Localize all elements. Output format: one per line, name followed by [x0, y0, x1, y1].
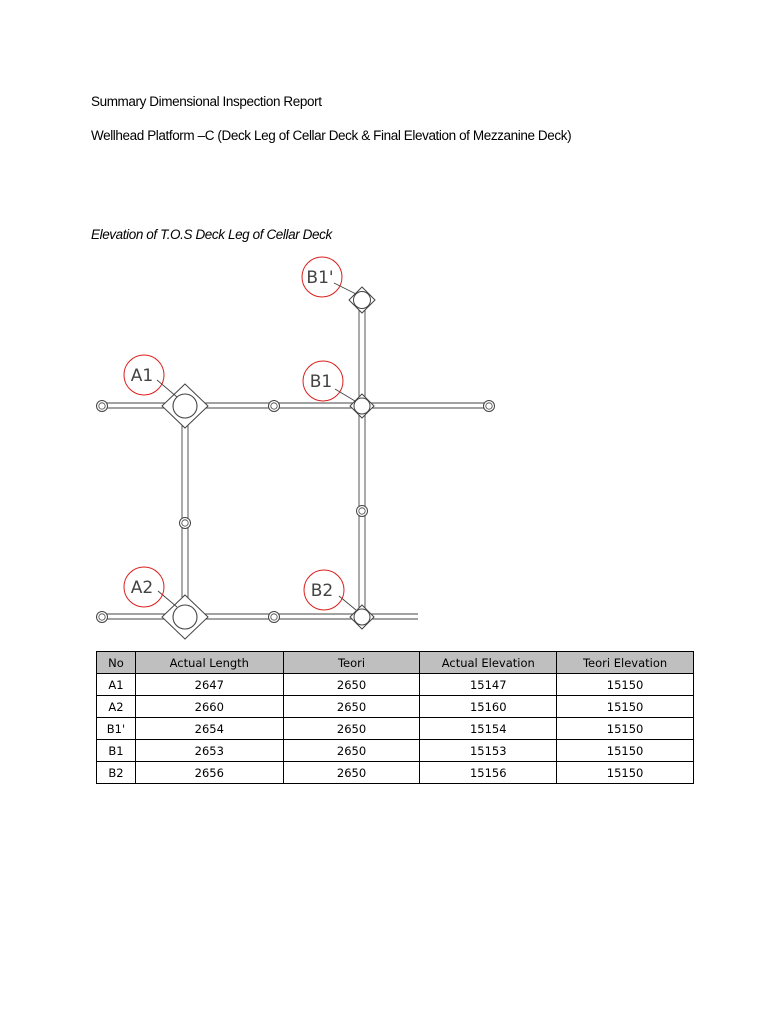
cell-teori-elevation: 15150 [557, 718, 694, 740]
cell-teori: 2650 [283, 762, 420, 784]
cell-no: A1 [97, 674, 136, 696]
label-a2: A2 [130, 578, 154, 598]
small-node [97, 401, 108, 412]
cell-actual-length: 2653 [135, 740, 283, 762]
cell-teori: 2650 [283, 696, 420, 718]
report-title: Summary Dimensional Inspection Report [91, 94, 322, 109]
inspection-table [96, 651, 694, 784]
small-node [269, 612, 280, 623]
header-actual-elevation: Actual Elevation [420, 652, 557, 674]
label-b1: B1 [309, 372, 333, 392]
cell-actual-elevation: 15156 [420, 762, 557, 784]
deck-leg-drawing [0, 250, 768, 640]
header-actual-length: Actual Length [135, 652, 283, 674]
small-node [357, 506, 368, 517]
cell-teori-elevation: 15150 [557, 762, 694, 784]
cell-teori: 2650 [283, 740, 420, 762]
label-a1: A1 [130, 366, 154, 386]
beam-lines [100, 300, 492, 619]
leader-lines [157, 283, 356, 610]
cell-no: A2 [97, 696, 136, 718]
cell-actual-elevation: 15154 [420, 718, 557, 740]
small-node [269, 401, 280, 412]
header-teori-elevation: Teori Elevation [557, 652, 694, 674]
leg-node-b1 [350, 394, 374, 418]
label-circles [124, 257, 344, 610]
cell-actual-elevation: 15147 [420, 674, 557, 696]
report-subtitle: Wellhead Platform –C (Deck Leg of Cellar Deck & Final Elevation of Mezzanine Deck) [91, 128, 572, 143]
table-row [97, 674, 694, 696]
cell-teori: 2650 [283, 674, 420, 696]
cell-teori-elevation: 15150 [557, 696, 694, 718]
small-node [484, 401, 495, 412]
table-row [97, 718, 694, 740]
cell-no: B1 [97, 740, 136, 762]
table-row [97, 740, 694, 762]
cell-actual-length: 2654 [135, 718, 283, 740]
cell-actual-length: 2660 [135, 696, 283, 718]
leg-node-a2 [162, 595, 208, 639]
cell-teori-elevation: 15150 [557, 674, 694, 696]
header-teori: Teori [283, 652, 420, 674]
cell-actual-length: 2647 [135, 674, 283, 696]
small-node [180, 518, 191, 529]
cell-teori-elevation: 15150 [557, 740, 694, 762]
leg-node-b1-prime [349, 287, 375, 313]
section-title: Elevation of T.O.S Deck Leg of Cellar Deck [91, 227, 332, 242]
cell-actual-elevation: 15160 [420, 696, 557, 718]
label-b1-prime: B1' [306, 268, 334, 288]
small-node [97, 612, 108, 623]
table-row [97, 762, 694, 784]
table-row [97, 696, 694, 718]
cell-actual-length: 2656 [135, 762, 283, 784]
cell-no: B1' [97, 718, 136, 740]
cell-actual-elevation: 15153 [420, 740, 557, 762]
cell-no: B2 [97, 762, 136, 784]
cell-teori: 2650 [283, 718, 420, 740]
label-b2: B2 [310, 581, 334, 601]
header-no: No [97, 652, 136, 674]
table-header-row [97, 652, 694, 674]
